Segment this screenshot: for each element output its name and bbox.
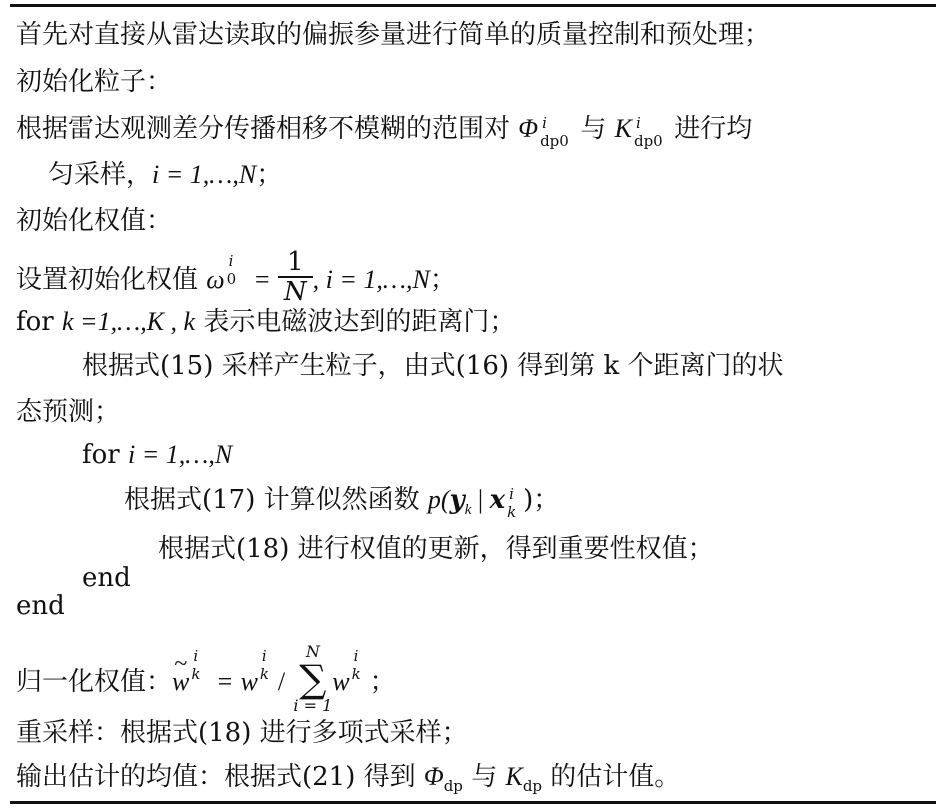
equals: =	[254, 265, 270, 294]
top-rule	[10, 4, 936, 7]
slash: /	[277, 667, 286, 696]
sup: i	[509, 485, 514, 503]
sup: i	[353, 647, 359, 665]
line-init-weights: 初始化权值：	[16, 206, 173, 236]
line-normalize	[16, 642, 396, 719]
omega-symbol: ω	[206, 265, 225, 294]
w-indices	[189, 647, 209, 683]
phi-sub: dp	[443, 777, 463, 795]
w-indices	[258, 647, 278, 683]
sup: i	[261, 647, 267, 665]
sup: i	[228, 252, 234, 270]
line-uniform-sampling-cont	[48, 160, 282, 190]
line-end-inner: end	[82, 563, 131, 593]
text: 与	[471, 762, 498, 792]
keyword-for: for	[82, 440, 120, 470]
y-sub: k	[464, 502, 472, 518]
math: k =1,…,K , k	[61, 307, 196, 336]
sub: dp0	[633, 132, 663, 150]
line-resample: 重采样：根据式(18) 进行多项式采样；	[16, 718, 468, 748]
sub: k	[351, 665, 361, 683]
math: , i = 1,…,N	[312, 265, 430, 294]
text: 输出估计的均值：根据式(21) 得到	[16, 762, 416, 792]
w-tilde: ~ w	[172, 667, 189, 697]
line-state-predict: 态预测；	[16, 397, 121, 427]
text: ；	[429, 265, 456, 295]
sub: dp0	[540, 132, 569, 150]
line-sample-particles: 根据式(15) 采样产生粒子，由式(16) 得到第 k 个距离门的状	[82, 351, 784, 381]
text: 与	[580, 114, 607, 144]
y-vector: y	[449, 485, 465, 515]
w-symbol: w	[240, 667, 258, 696]
phi-symbol: Φ	[423, 762, 444, 791]
summation	[293, 643, 332, 715]
line-uniform-sampling	[16, 114, 753, 150]
x-indices	[505, 485, 523, 521]
equals: =	[217, 667, 233, 696]
denominator: N	[278, 276, 313, 306]
line-init-particles: 初始化粒子：	[16, 67, 173, 97]
text: 根据式(17) 计算似然函数	[124, 485, 420, 515]
text: 根据雷达观测差分传播相移不模糊的范围对	[16, 114, 511, 144]
math: i = 1,…,N	[127, 440, 233, 469]
text: 设置初始化权值	[16, 265, 199, 295]
text: ；	[256, 160, 283, 190]
line-set-weights	[16, 247, 456, 310]
line-output	[16, 762, 680, 801]
math: i = 1,…,N	[152, 160, 257, 189]
k-sub: dp	[522, 777, 543, 795]
sum-upper: N	[305, 642, 320, 661]
line-for-i	[82, 440, 232, 470]
text: 的估计值。	[550, 762, 681, 792]
numerator: 1	[286, 247, 304, 277]
fraction	[278, 248, 313, 306]
sup: i	[542, 114, 547, 132]
line-update-weights: 根据式(18) 进行权值的更新，得到重要性权值；	[158, 534, 714, 564]
w-indices	[350, 647, 370, 683]
text: )；	[523, 485, 560, 515]
x-vector: x	[489, 485, 506, 515]
sup: i	[193, 647, 199, 665]
text: 匀采样，	[48, 160, 153, 190]
text: 归一化权值：	[16, 667, 173, 697]
line-preprocess: 首先对直接从雷达读取的偏振参量进行简单的质量控制和预处理；	[16, 20, 771, 50]
sigma: ∑	[299, 657, 327, 701]
sup: i	[635, 114, 641, 132]
text: 进行均	[674, 114, 753, 144]
k-symbol: K	[505, 762, 523, 791]
sub: k	[259, 665, 269, 683]
omega-indices	[225, 252, 247, 288]
p-symbol: p(	[427, 485, 450, 514]
keyword-for: for	[16, 307, 54, 337]
w-symbol: w	[332, 667, 350, 696]
sum-lower: i = 1	[293, 696, 333, 715]
k-indices	[632, 114, 666, 150]
line-likelihood	[124, 485, 559, 525]
line-for-k	[16, 307, 515, 337]
phi-symbol: Φ	[518, 114, 539, 143]
sub: k	[191, 665, 201, 683]
text: 表示电磁波达到的距离门；	[203, 307, 516, 337]
text: ；	[369, 667, 396, 697]
sub: 0	[226, 270, 237, 288]
k-symbol: K	[614, 114, 632, 143]
bottom-rule	[10, 801, 936, 804]
phi-indices	[538, 114, 572, 150]
sub: k	[507, 503, 517, 521]
bar: |	[471, 485, 490, 514]
line-end-outer: end	[16, 591, 65, 621]
